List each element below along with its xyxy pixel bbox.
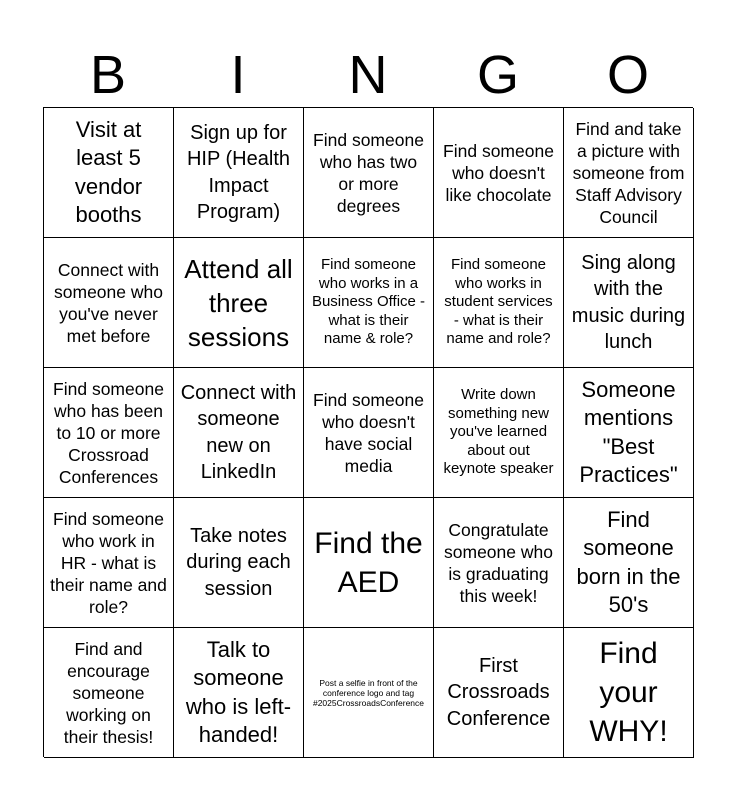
bingo-cell-text: Connect with someone new on LinkedIn [180, 381, 297, 483]
bingo-cell-r3-c2[interactable] [174, 368, 304, 498]
bingo-cell-r3-c5[interactable] [564, 368, 694, 498]
bingo-cell-r1-c5[interactable] [564, 108, 694, 238]
bingo-cell-text: Attend all three sessions [184, 253, 293, 352]
bingo-cell-r4-c5[interactable] [564, 498, 694, 628]
bingo-cell-r1-c4[interactable] [434, 108, 564, 238]
bingo-cell-text: Post a selfie in front of the conference logo and tag #2025CrossroadsConference [312, 677, 425, 708]
bingo-cell-r2-c3[interactable] [304, 238, 434, 368]
header-letter-g: G [476, 45, 519, 105]
bingo-cell-text: Find someone who work in HR - what is their name and role? [50, 508, 167, 617]
bingo-cell-r5-c3[interactable] [304, 628, 434, 758]
bingo-cell-text: Visit at least 5 vendor booths [74, 116, 143, 227]
bingo-cell-r1-c2[interactable] [174, 108, 304, 238]
bingo-cell-text: Find someone who works in a Business Office - what is their name & role? [311, 256, 426, 348]
bingo-cell-text: Talk to someone who is left-handed! [185, 636, 292, 747]
bingo-cell-r4-c2[interactable] [174, 498, 304, 628]
bingo-cell-text: Write down something new you've learned about out keynote speaker [443, 386, 554, 478]
bingo-cell-r5-c2[interactable] [174, 628, 304, 758]
bingo-card-grid [43, 107, 693, 757]
header-letter-b: B [89, 45, 127, 105]
bingo-cell-r2-c4[interactable] [434, 238, 564, 368]
bingo-cell-text: Find someone who has been to 10 or more Crossroad Conferences [53, 378, 164, 487]
header-letter-o: O [606, 45, 649, 105]
bingo-cell-text: First Crossroads Conference [446, 654, 551, 730]
bingo-header [43, 44, 693, 106]
bingo-cell-text: Take notes during each session [186, 524, 291, 600]
bingo-cell-text: Find the AED [314, 526, 423, 599]
bingo-cell-text: Find someone who doesn't have social media [313, 389, 424, 476]
bingo-cell-r2-c1[interactable] [44, 238, 174, 368]
bingo-cell-r4-c1[interactable] [44, 498, 174, 628]
bingo-cell-r2-c5[interactable] [564, 238, 694, 368]
bingo-cell-text: Find and take a picture with someone from Staff Advisory Council [572, 118, 685, 227]
bingo-cell-r2-c2[interactable] [174, 238, 304, 368]
bingo-cell-r5-c5[interactable] [564, 628, 694, 758]
bingo-cell-text: Congratulate someone who is graduating this week! [444, 519, 553, 606]
bingo-cell-text: Find someone who has two or more degrees [313, 129, 424, 216]
bingo-cell-text: Connect with someone who you've never met before [54, 259, 163, 346]
bingo-cell-text: Sign up for HIP (Health Impact Program) [186, 121, 290, 223]
bingo-cell-r1-c3[interactable] [304, 108, 434, 238]
bingo-cell-r5-c1[interactable] [44, 628, 174, 758]
bingo-cell-text: Sing along with the music during lunch [571, 251, 686, 353]
bingo-cell-text: Find someone who works in student services - what is their name and role? [444, 256, 553, 348]
bingo-cell-text: Find your WHY! [589, 637, 668, 748]
bingo-cell-text: Someone mentions "Best Practices" [579, 376, 678, 487]
bingo-cell-text: Find someone born in the 50's [576, 506, 681, 617]
bingo-cell-r1-c1[interactable] [44, 108, 174, 238]
bingo-cell-text: Find someone who doesn't like chocolate [443, 140, 554, 205]
header-letter-i: I [230, 45, 246, 105]
bingo-cell-r5-c4[interactable] [434, 628, 564, 758]
bingo-cell-r4-c3[interactable] [304, 498, 434, 628]
header-letter-n: N [348, 45, 388, 105]
bingo-cell-r3-c3[interactable] [304, 368, 434, 498]
bingo-cell-r3-c4[interactable] [434, 368, 564, 498]
bingo-cell-r4-c4[interactable] [434, 498, 564, 628]
bingo-cell-text: Find and encourage someone working on their thesis! [63, 638, 154, 747]
bingo-cell-r3-c1[interactable] [44, 368, 174, 498]
